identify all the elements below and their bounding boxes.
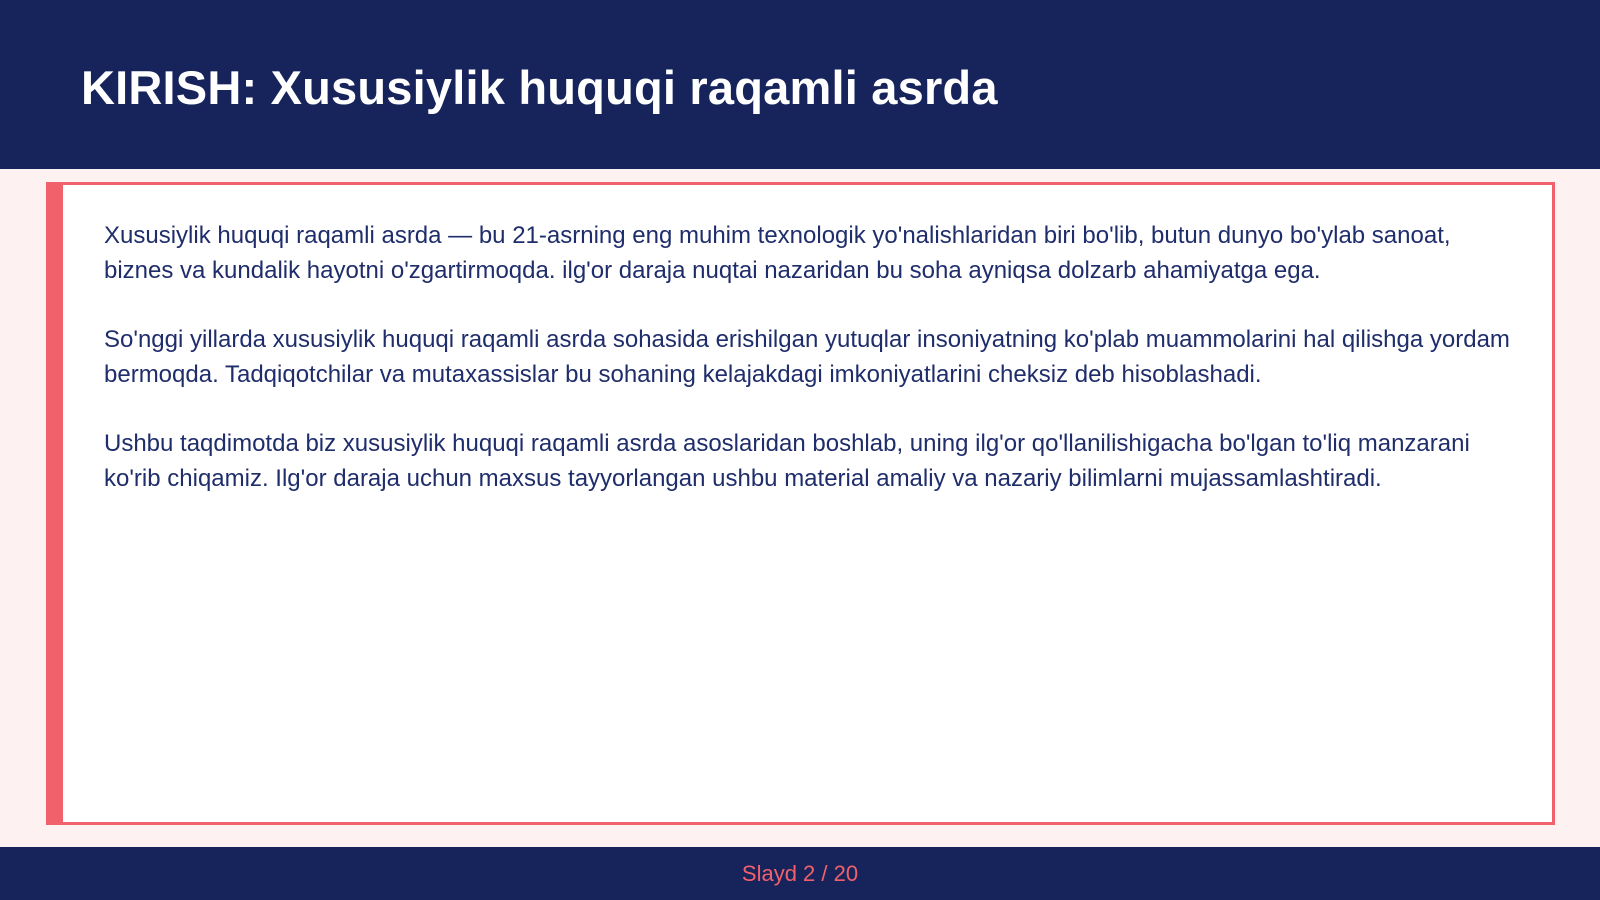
slide-footer — [0, 847, 1600, 900]
content-text — [104, 218, 1514, 530]
slide-header — [0, 0, 1600, 169]
paragraph-3: Ushbu taqdimotda biz xususiylik huquqi raqamli asrda asoslaridan boshlab, uning ilg'or qo'llanilishigacha bo'lgan to'liq manzarani ko'rib chiqamiz. Ilg'or daraja uchun maxsus tayyorlangan ushbu material amaliy va nazariy bilimlarni mujassamlashtiradi. — [104, 430, 1470, 492]
slide-number: Slayd 2 / 20 — [741, 861, 859, 886]
content-card — [46, 182, 1555, 825]
paragraph-2: So'nggi yillarda xususiylik huquqi raqamli asrda sohasida erishilgan yutuqlar insoniyatning ko'plab muammolarini hal qilishga yordam bermoqda. Tadqiqotchilar va mutaxassislar bu sohaning kelajakdagi imkoniyatlarini cheksiz deb hisoblashadi. — [104, 326, 1510, 388]
slide-title: KIRISH: Xususiylik huquqi raqamli asrda — [81, 61, 998, 114]
paragraph-1: Xususiylik huquqi raqamli asrda — bu 21-asrning eng muhim texnologik yo'nalishlaridan biri bo'lib, butun dunyo bo'ylab sanoat, biznes va kundalik hayotni o'zgartirmoqda. ilg'or daraja nuqtai nazaridan bu soha ayniqsa dolzarb ahamiyatga ega. — [104, 222, 1451, 284]
